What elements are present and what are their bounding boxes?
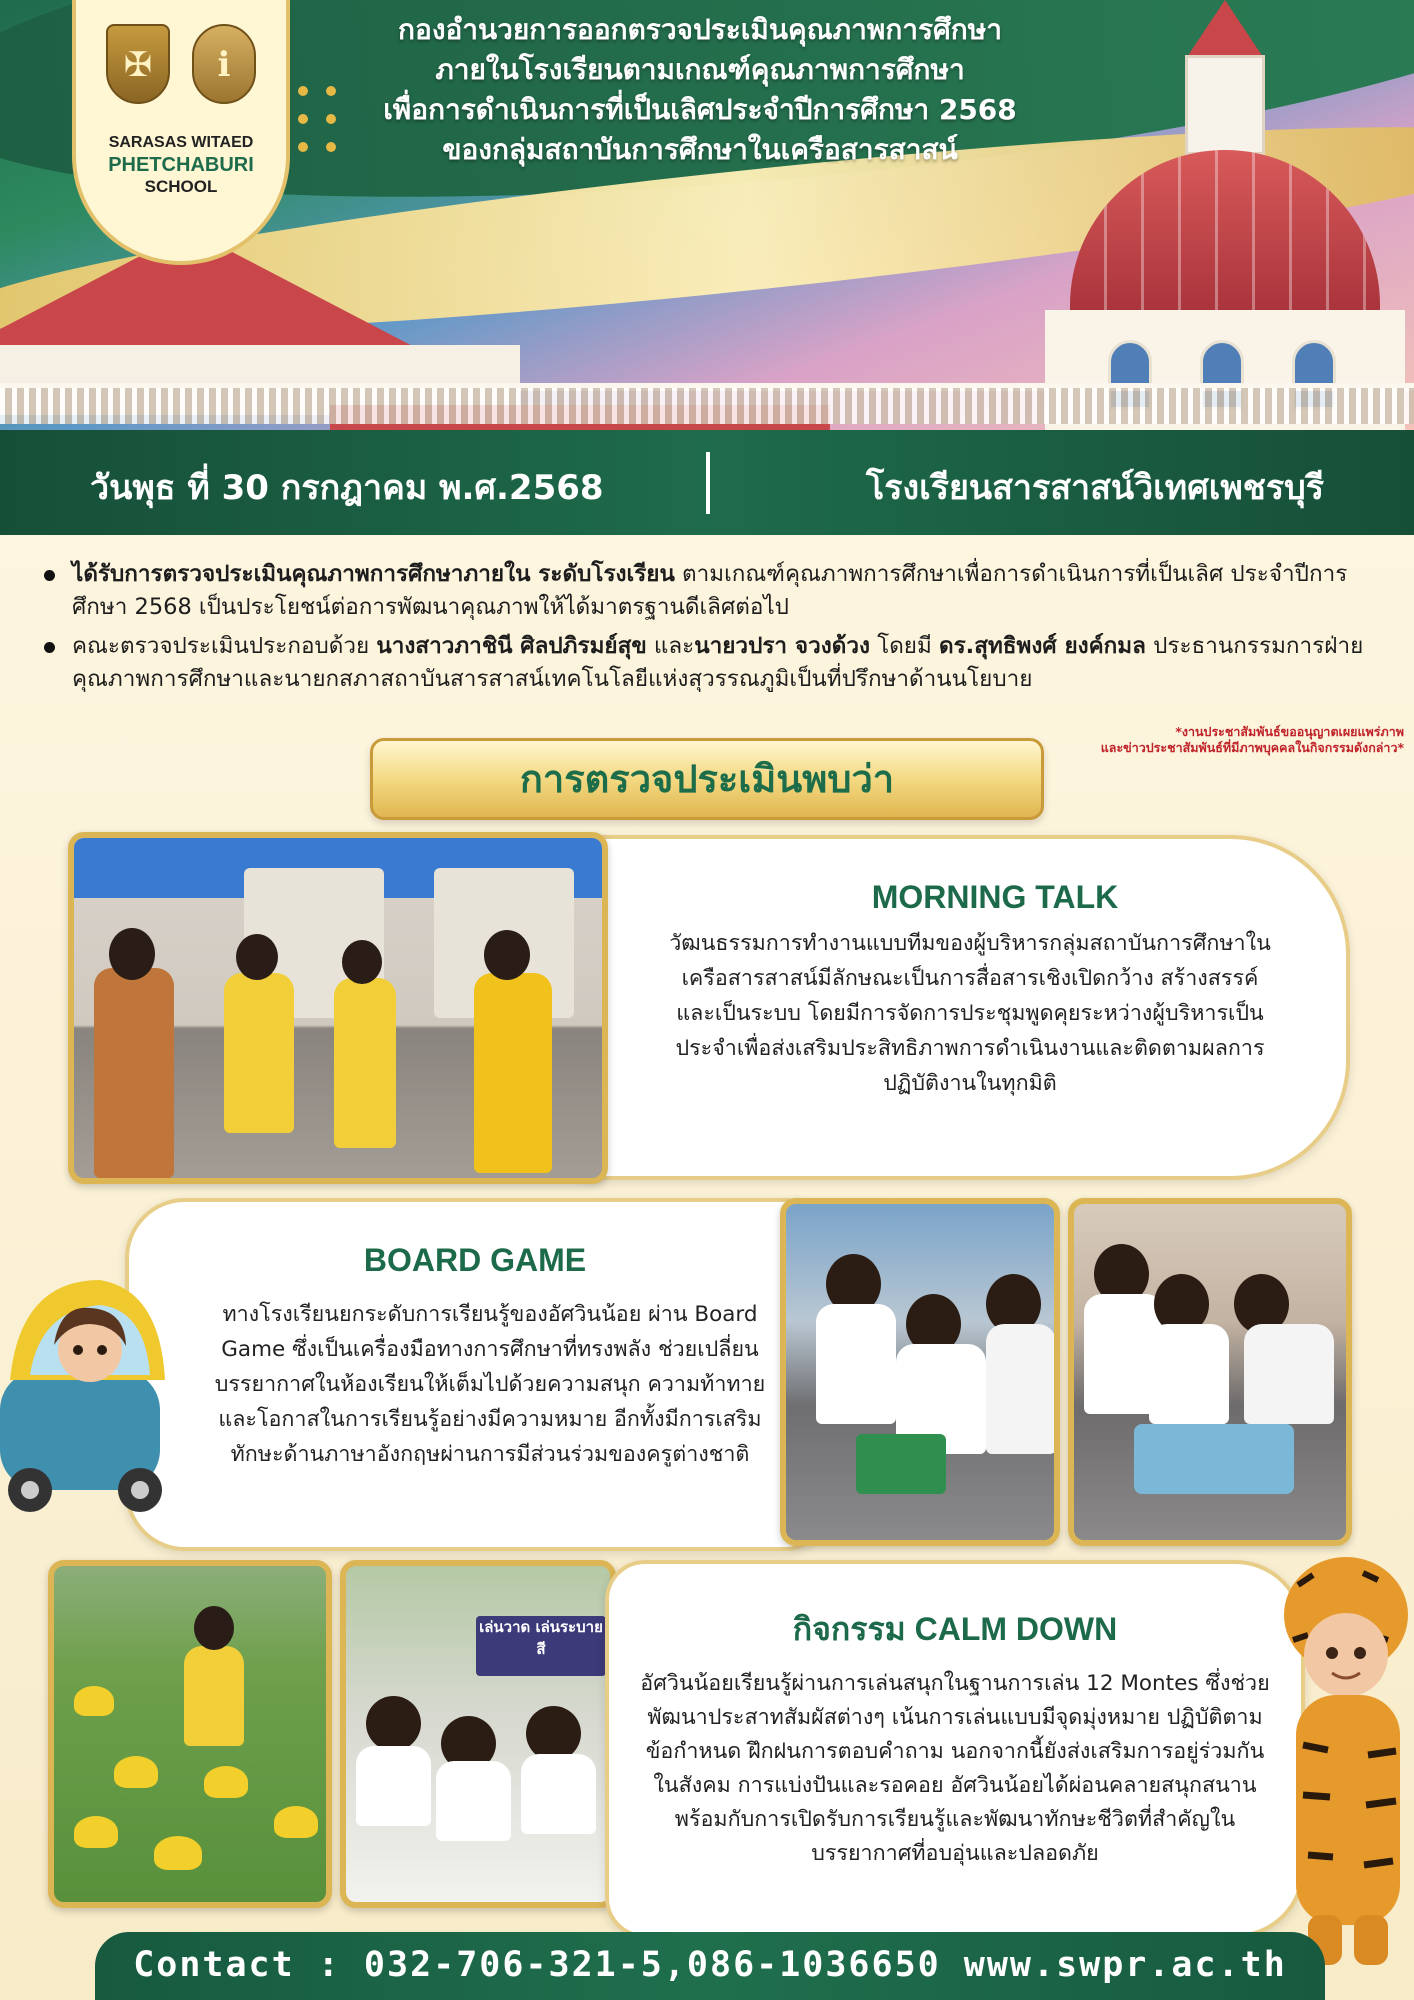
logo-line-1: SARASAS WITAED: [108, 134, 254, 151]
person: [334, 978, 396, 1148]
boy-in-tiger-costume-illustration: [1268, 1545, 1414, 1975]
decorative-dots: [298, 86, 338, 166]
inspector-name: นางสาวภาชินี ศิลปภิรมย์สุข: [376, 633, 647, 659]
calm-down-photo: [340, 1560, 616, 1908]
date-bar-divider: [706, 452, 710, 514]
morning-talk-title: MORNING TALK: [871, 879, 1119, 915]
advisor-name: ดร.สุทธิพงศ์ ยงค์กมล: [938, 633, 1146, 659]
person: [94, 968, 174, 1178]
calm-down-body: อัศวินน้อยเรียนรู้ผ่านการเล่นสนุกในฐานการเล่น 12 Montes ซึ่งช่วยพัฒนาประสาทสัมผัสต่างๆ เน้นการเล่นแบบมีจุดมุ่งหมาย ปฏิบัติตามข้อกำหนด ฝึกฝนการตอบคำถาม นอกจากนี้ยังส่งเสริมการอยู่ร่วมกันในสังคม การแบ่งปันและรอคอย อัศวินน้อยได้ผ่อนคลายสนุกสนานพร้อมกับการเปิดรับการเรียนรู้และพัฒนาทักษะชีวิตที่สำคัญในบรรยากาศที่อบอุ่นและปลอดภัย: [640, 1671, 1270, 1866]
summary-item: [38, 558, 1378, 624]
event-date: วันพุธ ที่ 30 กรกฎาคม พ.ศ.2568: [90, 468, 604, 508]
girl-in-toy-car-illustration: [0, 1250, 180, 1530]
sarasas-seal-icon: ℹ: [192, 24, 256, 104]
school-crest-icon: ✠: [106, 24, 170, 104]
person: [224, 973, 294, 1133]
board-game-card: [125, 1198, 825, 1551]
summary-item: [38, 630, 1378, 696]
header-title: [380, 10, 1020, 170]
findings-title: การตรวจประเมินพบว่า: [519, 757, 895, 801]
summary-item-text: ประธานกรรมการฝ่ายคุณภาพการศึกษาและนายกสภาสถาบันสารสาสน์เทคโนโลยีแห่งสุวรรณภูมิเป็นที่ปรึกษาด้านนโยบาย: [72, 633, 1364, 692]
school-name: โรงเรียนสารสาสน์วิเทศเพชรบุรี: [865, 468, 1324, 508]
date-bar: [0, 430, 1414, 535]
header-title-line: ของกลุ่มสถาบันการศึกษาในเครือสารสาสน์: [442, 133, 958, 166]
person: [474, 973, 552, 1173]
morning-talk-photo: [68, 832, 608, 1184]
header-title-line: กองอำนวยการออกตรวจประเมินคุณภาพการศึกษา: [398, 13, 1002, 46]
morning-talk-card: [560, 835, 1350, 1180]
summary-item-text: และ: [646, 633, 695, 659]
tower-cupola: [1185, 55, 1265, 155]
header-title-line: เพื่อการดำเนินการที่เป็นเลิศประจำปีการศึกษา 2568: [383, 93, 1017, 126]
balustrade: [0, 388, 1414, 424]
findings-banner: [370, 738, 1044, 820]
morning-talk-body: วัฒนธรรมการทำงานแบบทีมของผู้บริหารกลุ่มสถาบันการศึกษาในเครือสารสาสน์มีลักษณะเป็นการสื่อสารเชิงเปิดกว้าง สร้างสรรค์และเป็นระบบ โดยมีการจัดการประชุมพูดคุยระหว่างผู้บริหารเป็นประจำเพื่อส่งเสริมประสิทธิภาพการดำเนินงานและติดตามผลการปฏิบัติงานในทุกมิติ: [669, 931, 1271, 1096]
logo-line-2: PHETCHABURI: [108, 154, 254, 176]
header-title-line: ภายในโรงเรียนตามเกณฑ์คุณภาพการศึกษา: [435, 53, 965, 86]
summary-item-text: คณะตรวจประเมินประกอบด้วย: [72, 633, 377, 659]
board-game-photo: [1068, 1198, 1352, 1546]
school-logo-text: [76, 132, 286, 198]
header-banner: [0, 0, 1414, 430]
inspector-name: นายวปรา จวงด้วง: [694, 633, 870, 659]
calm-down-card: [605, 1560, 1305, 1938]
calm-down-photo: [48, 1560, 332, 1908]
summary-item-bold: ได้รับการตรวจประเมินคุณภาพการศึกษาภายใน ระดับโรงเรียน: [72, 561, 675, 587]
activity-sign: เล่นวาด เล่นระบายสี: [476, 1616, 606, 1676]
summary-item-text: โดยมี: [869, 633, 939, 659]
summary-item-text: ตามเกณฑ์คุณภาพการศึกษาเพื่อการดำเนินการที่เป็นเลิศ ประจำปีการศึกษา 2568 เป็นประโยชน์ต่อการพัฒนาคุณภาพให้ได้มาตรฐานดีเลิศต่อไป: [72, 561, 1348, 620]
board-game-photo: [780, 1198, 1060, 1546]
contact-info: Contact : 032-706-321-5,086-1036650 www.swpr.ac.th: [133, 1945, 1287, 1985]
pr-disclaimer: [1101, 724, 1404, 756]
board-game-body: ทางโรงเรียนยกระดับการเรียนรู้ของอัศวินน้อย ผ่าน Board Game ซึ่งเป็นเครื่องมือทางการศึกษาที่ทรงพลัง ช่วยเปลี่ยนบรรยากาศในห้องเรียนให้เต็มไปด้วยความสนุก ความท้าทาย และโอกาสในการเรียนรู้อย่างมีความหมาย อีกทั้งมีการเสริมทักษะด้านภาษาอังกฤษผ่านการมีส่วนร่วมของครูต่างชาติ: [214, 1302, 766, 1467]
logo-line-3: SCHOOL: [144, 177, 218, 196]
pr-disclaimer-line: และข่าวประชาสัมพันธ์ที่มีภาพบุคคลในกิจกรรมดังกล่าว*: [1100, 740, 1404, 755]
board-game-title: BOARD GAME: [363, 1242, 587, 1278]
calm-down-title: กิจกรรม CALM DOWN: [792, 1611, 1118, 1647]
contact-footer: [95, 1932, 1325, 2000]
school-logo-badge: [72, 0, 290, 265]
pr-disclaimer-line: *งานประชาสัมพันธ์ขออนุญาตเผยแพร่ภาพ: [1175, 724, 1404, 739]
summary-list: [38, 558, 1378, 702]
tower-spire: [1185, 0, 1265, 60]
